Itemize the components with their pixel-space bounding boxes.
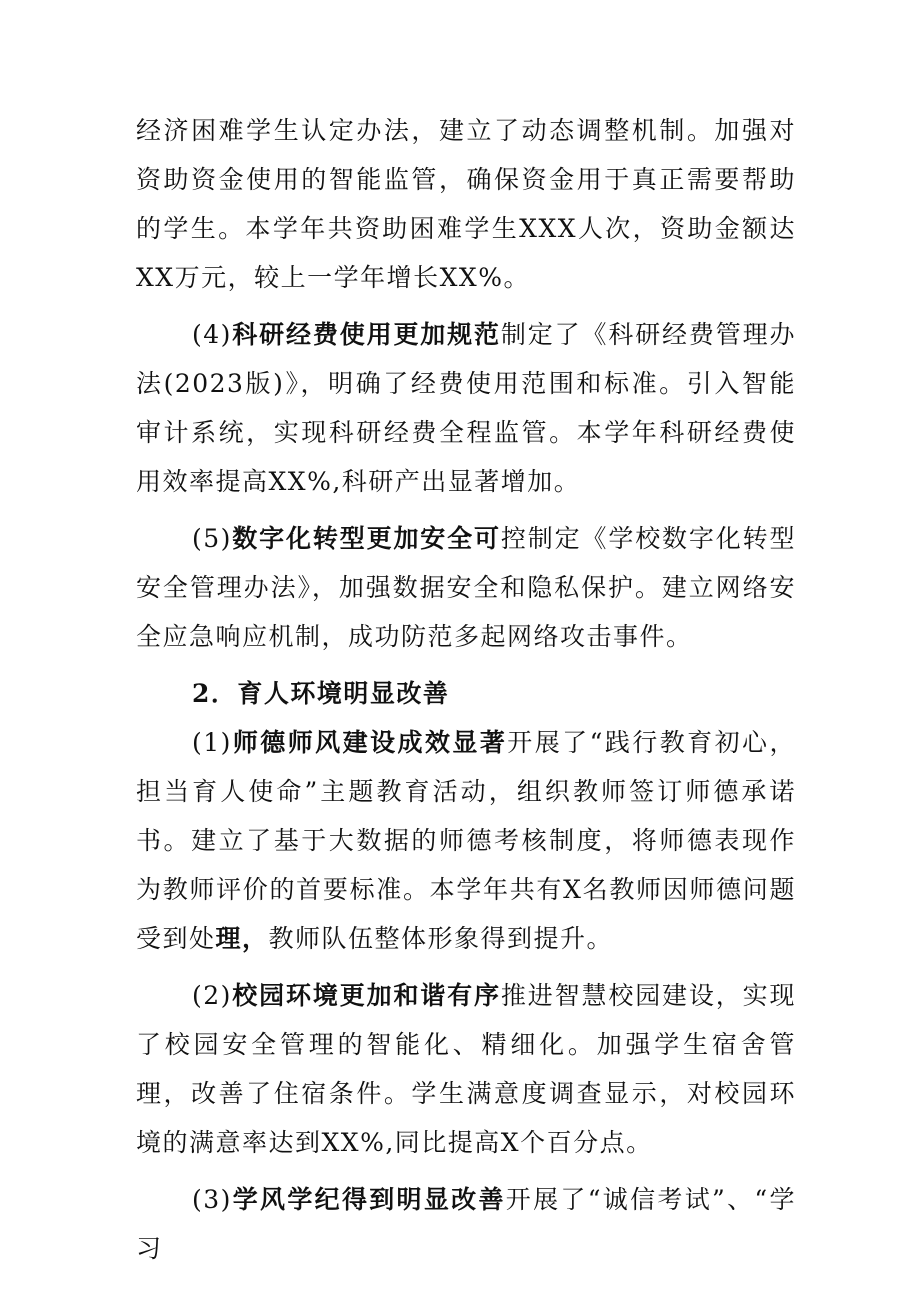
paragraph-text: 控制定《学校数字化转型安全管理办法》，加强数据安全和隐私保护。建立网络安全应急响应机制，成功防范多起网络攻击事件。 bbox=[136, 524, 796, 651]
item-number: (1) bbox=[192, 728, 232, 757]
paragraph-text: 经济困难学生认定办法，建立了动态调整机制。加强对资助资金使用的智能监管，确保资金用于真正需要帮助的学生。本学年共资助困难学生XXX人次，资助金额达XX万元，较上一学年增长XX%。 bbox=[136, 116, 796, 292]
paragraph-study-discipline bbox=[136, 1175, 796, 1273]
item-lead: 学风学纪得到明显改善 bbox=[231, 1185, 506, 1214]
item-lead: 师德师风建设成效显著 bbox=[231, 728, 508, 757]
document-page bbox=[136, 106, 796, 1273]
item-lead: 数字化转型更加安全可 bbox=[231, 524, 501, 553]
item-number: (2) bbox=[192, 981, 232, 1010]
paragraph-text: 制定了《科研经费管理办法(2023版)》，明确了经费使用范围和标准。引入智能审计系统，实现科研经费全程监管。本学年科研经费使用效率提高XX%,科研产出显著增加。 bbox=[136, 320, 796, 496]
paragraph-text: 开展了“诚信考试”、“学习 bbox=[136, 1185, 796, 1263]
paragraph-financial-aid bbox=[136, 106, 796, 302]
paragraph-campus-environment bbox=[136, 971, 796, 1167]
item-number: (4) bbox=[192, 320, 232, 349]
paragraph-research-funds bbox=[136, 310, 796, 506]
paragraph-teacher-ethics bbox=[136, 718, 796, 963]
item-lead: 科研经费使用更加规范 bbox=[231, 320, 501, 349]
section-heading: 2．育人环境明显改善 bbox=[192, 679, 450, 708]
item-lead: 校园环境更加和谐有序 bbox=[231, 981, 501, 1010]
paragraph-digital-security bbox=[136, 514, 796, 661]
paragraph-tail: 教师队伍整体形象得到提升。 bbox=[268, 924, 614, 953]
paragraph-text: 开展了“践行教育初心，担当育人使命”主题教育活动，组织教师签订师德承诺书。建立了基于大数据的师德考核制度，将师德表现作为教师评价的首要标准。本学年共有X名教师因师德问题受到处 bbox=[136, 728, 796, 953]
item-number: (3) bbox=[192, 1185, 232, 1214]
paragraph-bold-fragment: 理， bbox=[215, 924, 269, 953]
paragraph-text: 推进智慧校园建设，实现了校园安全管理的智能化、精细化。加强学生宿舍管理，改善了住宿条件。学生满意度调查显示，对校园环境的满意率达到XX%,同比提高X个百分点。 bbox=[136, 981, 796, 1157]
item-number: (5) bbox=[192, 524, 232, 553]
